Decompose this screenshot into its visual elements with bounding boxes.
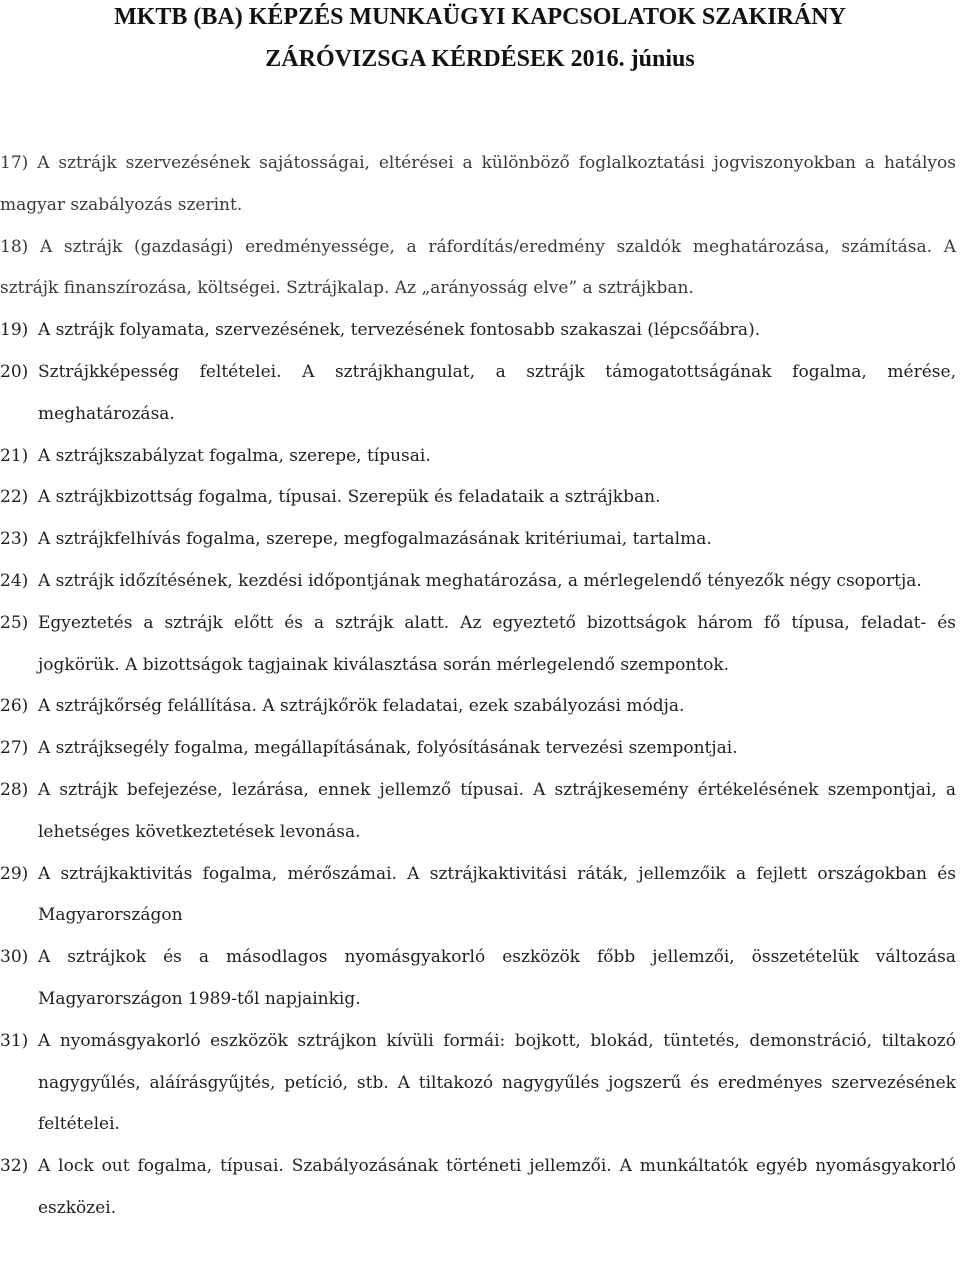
question-text: A sztrájk befejezése, lezárása, ennek jellemző típusai. A sztrájkesemény értékelésének szempontjai, a lehetséges következtetések levonása. <box>38 779 956 842</box>
question-number: 28) <box>0 779 29 800</box>
document-title-line-2: ZÁRÓVIZSGA KÉRDÉSEK 2016. június <box>265 46 695 72</box>
question-item-19 <box>0 310 960 352</box>
question-number: 24) <box>0 570 29 591</box>
question-number: 19) <box>0 320 29 341</box>
question-text: A sztrájkszabályzat fogalma, szerepe, típusai. <box>38 445 431 466</box>
question-item-23 <box>0 519 960 561</box>
question-item-22 <box>0 477 960 519</box>
question-item-30 <box>0 937 960 1021</box>
question-number: 22) <box>0 487 29 508</box>
question-item-25 <box>0 603 960 687</box>
question-text: A sztrájk időzítésének, kezdési időpontjának meghatározása, a mérlegelendő tényezők négy csoportja. <box>38 570 922 591</box>
question-list <box>0 143 960 1230</box>
question-text: A lock out fogalma, típusai. Szabályozásának történeti jellemzői. A munkáltatók egyéb nyomásgyakorló eszközei. <box>38 1156 956 1218</box>
question-number: 32) <box>0 1156 29 1177</box>
question-number: 25) <box>0 612 29 633</box>
question-item-26 <box>0 686 960 728</box>
document-title-line-1: MKTB (BA) KÉPZÉS MUNKAÜGYI KAPCSOLATOK SZAKIRÁNY <box>114 4 846 30</box>
question-number: 20) <box>0 361 29 382</box>
question-item-17 <box>0 143 960 227</box>
question-text: A sztrájksegély fogalma, megállapításának, folyósításának tervezési szempontjai. <box>38 738 738 759</box>
question-number: 17) <box>0 153 29 173</box>
question-item-27 <box>0 728 960 770</box>
question-text: A nyomásgyakorló eszközök sztrájkon kívüli formái: bojkott, blokád, tüntetés, demonstráció, tiltakozó nagygyűlés, aláírásgyűjtés, petíció, stb. A tiltakozó nagygyűlés jogszerű és eredményes szervezésének feltételei. <box>38 1030 956 1135</box>
question-item-24 <box>0 561 960 603</box>
question-text: A sztrájkőrség felállítása. A sztrájkőrök feladatai, ezek szabályozási módja. <box>38 696 685 717</box>
question-text: A sztrájk szervezésének sajátosságai, eltérései a különböző foglalkoztatási jogviszonyokban a hatályos magyar szabályozás szerint. <box>0 153 957 215</box>
question-item-29 <box>0 854 960 938</box>
question-number: 18) <box>0 236 29 257</box>
question-item-28 <box>0 770 960 854</box>
question-text: A sztrájkok és a másodlagos nyomásgyakorló eszközök főbb jellemzői, összetételük változása Magyarországon 1989-től napjainkig. <box>38 947 956 1009</box>
question-item-31 <box>0 1021 960 1146</box>
question-number: 21) <box>0 445 29 466</box>
question-number: 27) <box>0 738 29 759</box>
question-number: 23) <box>0 529 29 550</box>
question-number: 31) <box>0 1030 29 1051</box>
question-item-21 <box>0 436 960 478</box>
question-item-18 <box>0 227 960 311</box>
question-item-20 <box>0 352 960 436</box>
question-number: 29) <box>0 863 29 884</box>
question-number: 30) <box>0 947 29 968</box>
question-text: A sztrájk (gazdasági) eredményessége, a ráfordítás/eredmény szaldók meghatározása, számítása. A sztrájk finanszírozása, költségei. Sztrájkalap. Az „arányosság elve” a sztrájkban. <box>0 236 956 299</box>
question-text: A sztrájk folyamata, szervezésének, tervezésének fontosabb szakaszai (lépcsőábra). <box>38 320 761 341</box>
question-text: Sztrájkképesség feltételei. A sztrájkhangulat, a sztrájk támogatottságának fogalma, mérése, meghatározása. <box>38 361 956 424</box>
question-text: Egyeztetés a sztrájk előtt és a sztrájk alatt. Az egyeztető bizottságok három fő típusa, feladat- és jogkörük. A bizottságok tagjainak kiválasztása során mérlegelendő szempontok. <box>38 612 956 675</box>
question-text: A sztrájkfelhívás fogalma, szerepe, megfogalmazásának kritériumai, tartalma. <box>38 529 712 550</box>
question-text: A sztrájkbizottság fogalma, típusai. Szerepük és feladataik a sztrájkban. <box>38 487 661 508</box>
question-item-32 <box>0 1146 960 1230</box>
question-number: 26) <box>0 696 29 717</box>
question-text: A sztrájkaktivitás fogalma, mérőszámai. A sztrájkaktivitási ráták, jellemzőik a fejlett országokban és Magyarországon <box>38 863 956 926</box>
